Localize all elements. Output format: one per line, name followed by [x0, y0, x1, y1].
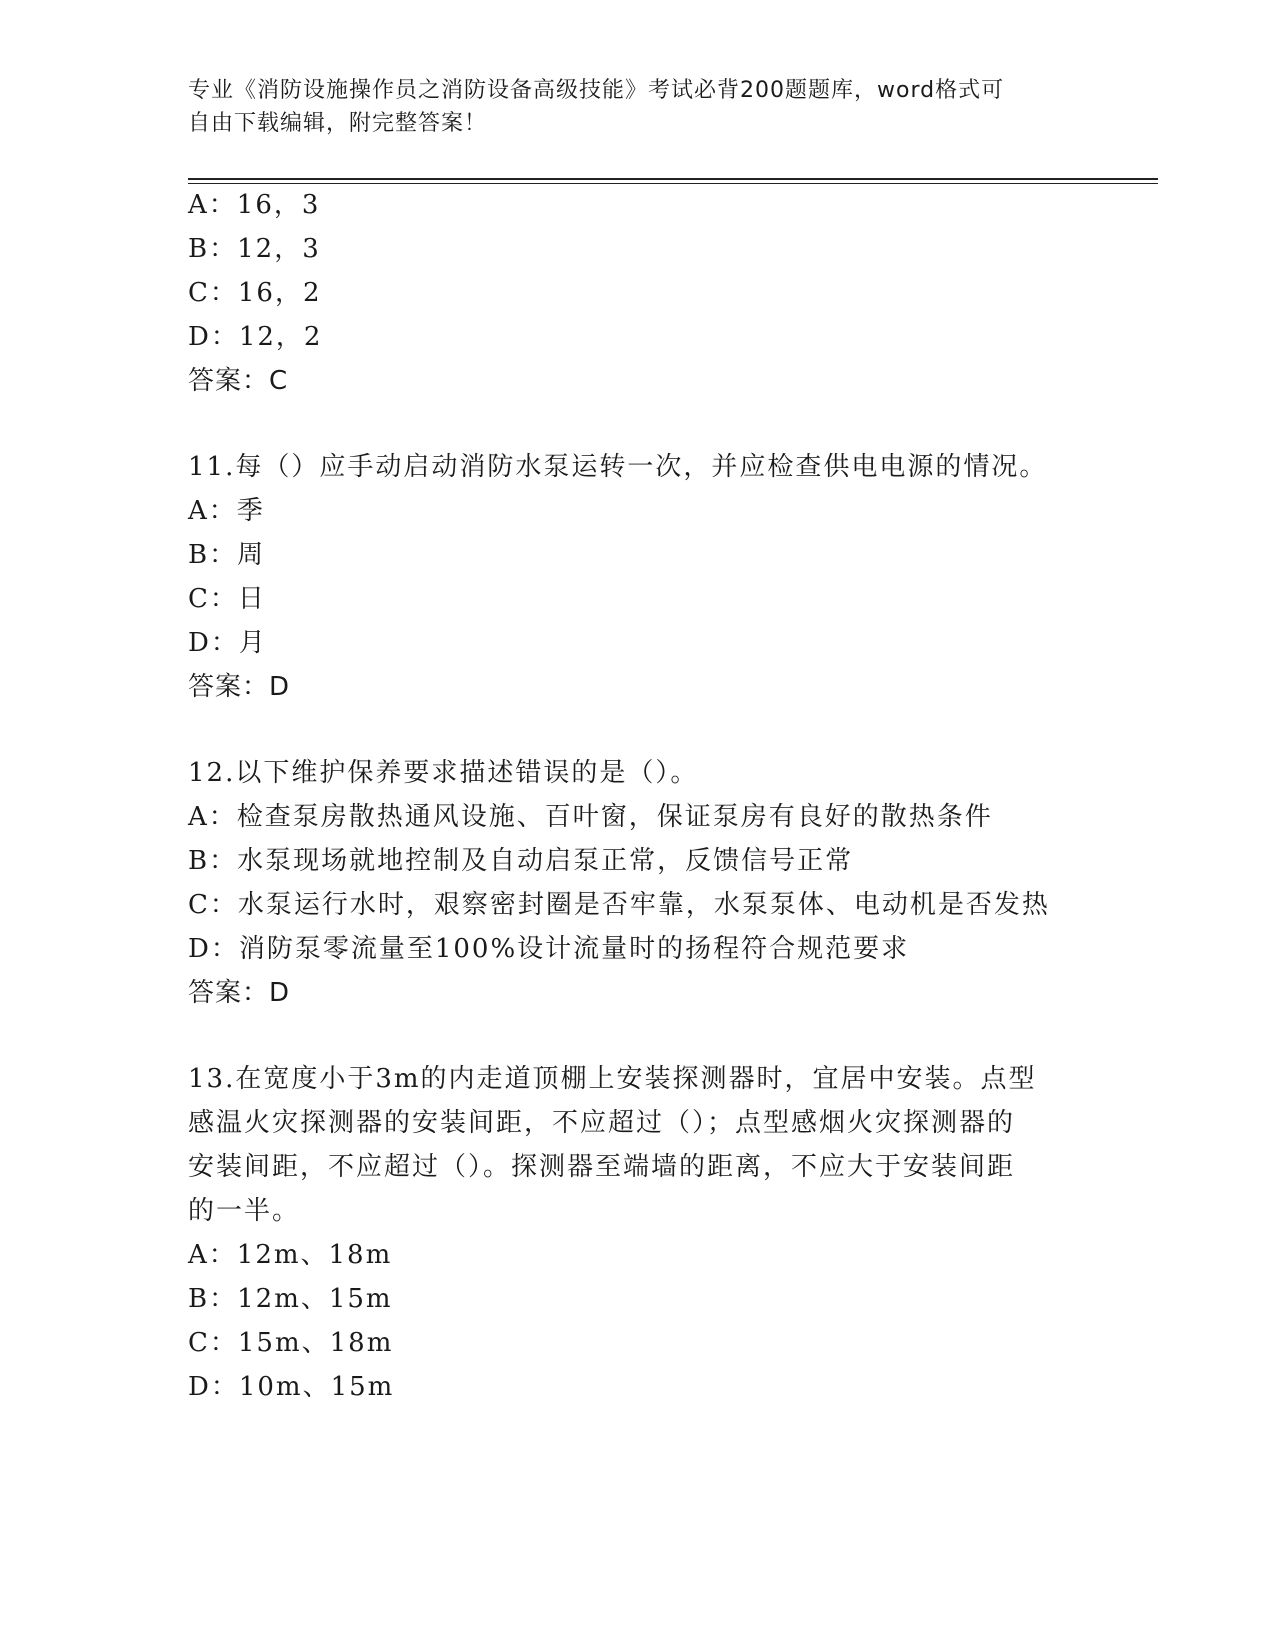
header-line-2: 自由下载编辑，附完整答案！: [188, 111, 488, 136]
q10-answer: 答案：C: [188, 366, 289, 396]
header-divider-thin: [188, 183, 1158, 184]
header-line-1: 专业《消防设施操作员之消防设备高级技能》考试必背200题题库，word格式可: [188, 78, 1005, 103]
q12-answer: 答案：D: [188, 978, 291, 1008]
q12-option-c: C：水泵运行水时，艰察密封圈是否牢靠，水泵泵体、电动机是否发热: [188, 890, 1050, 920]
q12-option-a: A：检查泵房散热通风设施、百叶窗，保证泵房有良好的散热条件: [188, 802, 993, 832]
q11-option-a: A：季: [188, 496, 265, 526]
q10-option-b: B：12，3: [188, 234, 321, 264]
q12-question: 12.以下维护保养要求描述错误的是（）。: [188, 758, 699, 788]
q12-option-b: B：水泵现场就地控制及自动启泵正常，反馈信号正常: [188, 846, 854, 876]
q13-option-c: C：15m、18m: [188, 1328, 394, 1358]
q10-option-c: C：16，2: [188, 278, 322, 308]
q11-option-d: D：月: [188, 628, 267, 658]
q13-option-a: A：12m、18m: [188, 1240, 393, 1270]
q10-option-d: D：12，2: [188, 322, 323, 352]
q11-answer: 答案：D: [188, 672, 291, 702]
q13-question-line-1: 13.在宽度小于3m的内走道顶棚上安装探测器时，宜居中安装。点型: [188, 1064, 1037, 1094]
q13-option-b: B：12m、15m: [188, 1284, 393, 1314]
q13-option-d: D：10m、15m: [188, 1372, 395, 1402]
header-divider-thick: [188, 178, 1158, 180]
q13-question-line-4: 的一半。: [188, 1196, 301, 1226]
q12-option-d: D：消防泵零流量至100%设计流量时的扬程符合规范要求: [188, 934, 910, 964]
header-text: [188, 74, 1068, 140]
q11-question: 11.每（）应手动启动消防水泵运转一次，并应检查供电电源的情况。: [188, 452, 1048, 482]
q10-option-a: A：16，3: [188, 190, 321, 220]
q11-option-b: B：周: [188, 540, 266, 570]
q13-question-line-3: 安装间距，不应超过（）。探测器至端墙的距离，不应大于安装间距: [188, 1152, 1016, 1182]
q13-question-line-2: 感温火灾探测器的安装间距，不应超过（）；点型感烟火灾探测器的: [188, 1108, 1016, 1138]
q11-option-c: C：日: [188, 584, 266, 614]
